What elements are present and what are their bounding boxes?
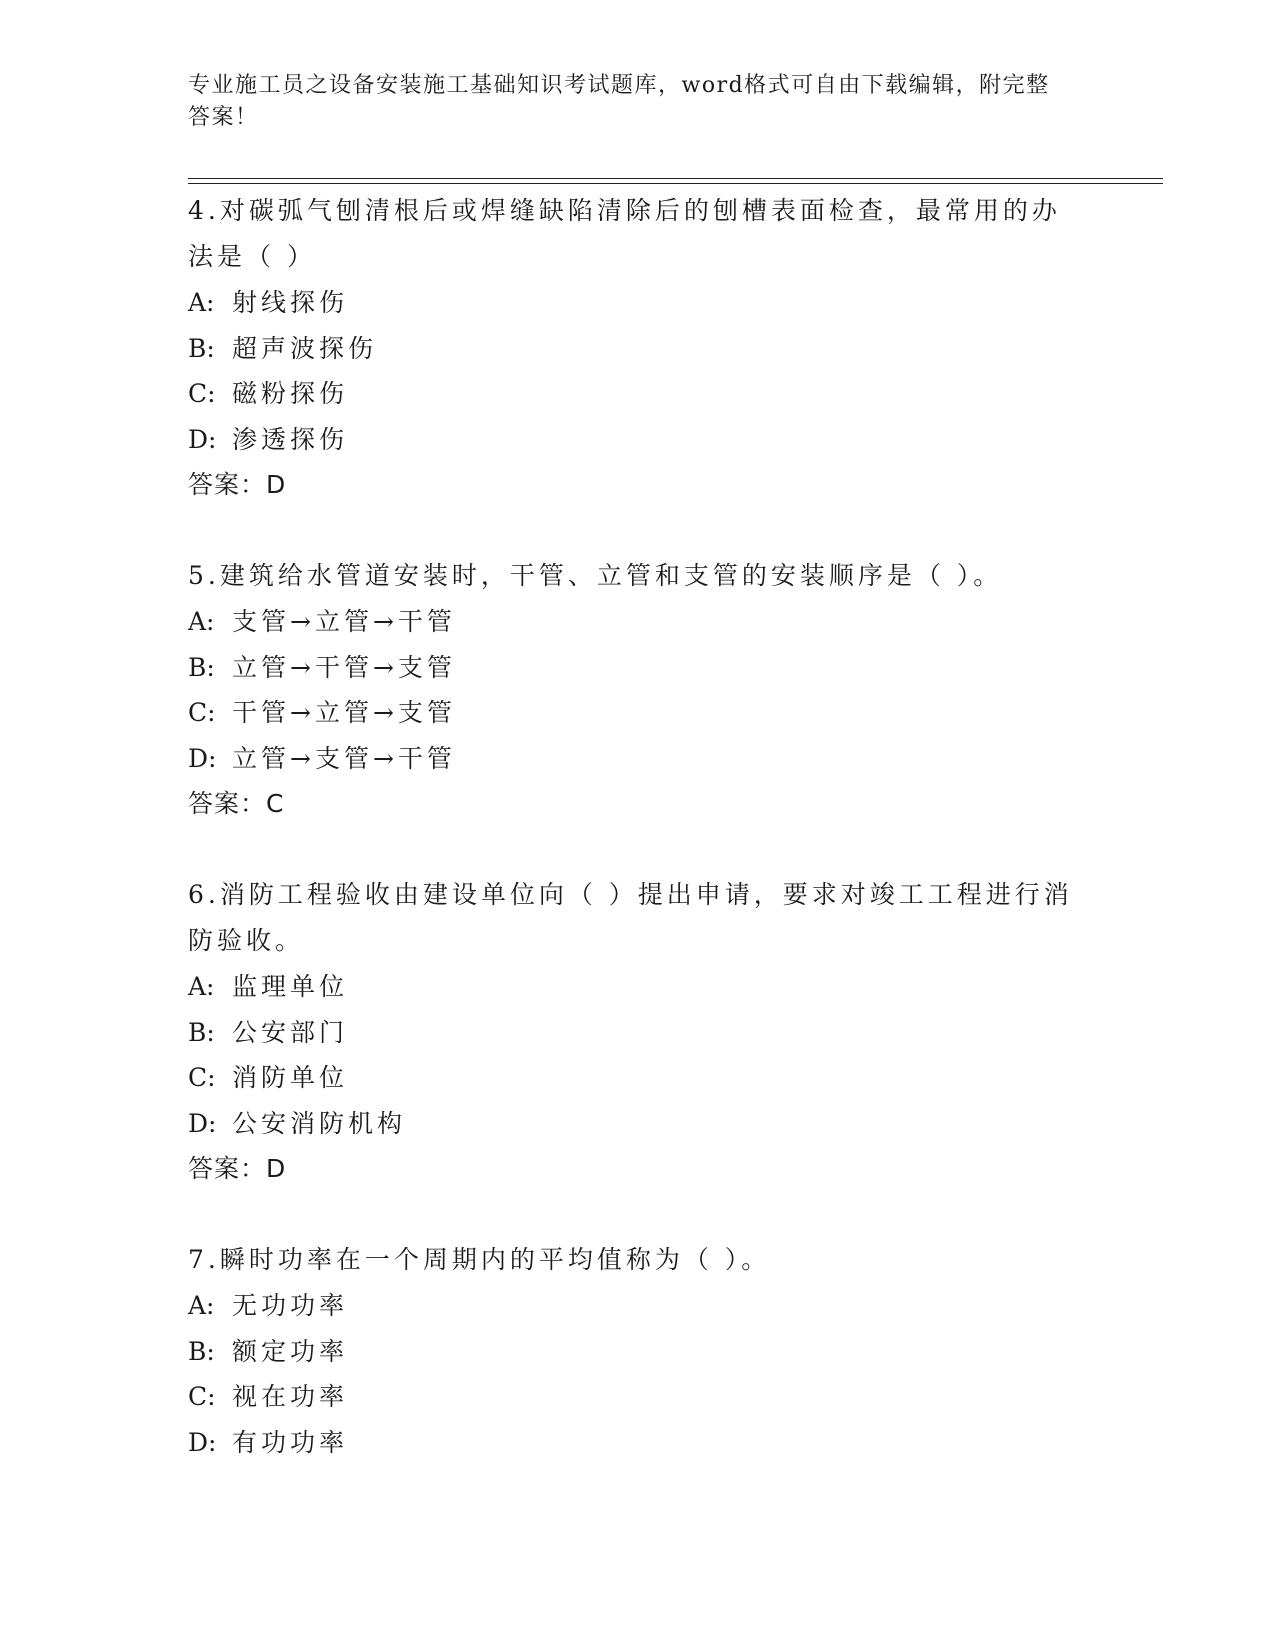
option-text: 无功功率 [232,1291,349,1320]
option-key: D: [188,1427,217,1457]
option-c [188,690,1088,736]
question-text: 7.瞬时功率在一个周期内的平均值称为（ ）。 [188,1245,771,1274]
option-text: 超声波探伤 [232,333,378,363]
option-c [188,1374,1088,1420]
option-d [188,736,1088,782]
option-key: B: [188,333,215,363]
option-key: C: [188,379,216,408]
option-b [188,645,1088,691]
option-c [188,1055,1088,1101]
option-key: D: [188,424,217,454]
option-text: 磁粉探伤 [232,379,349,408]
option-b [188,1010,1088,1056]
option-text: 额定功率 [232,1336,349,1366]
document-header: 专业施工员之设备安装施工基础知识考试题库，word格式可自由下载编辑，附完整答案！ [188,73,1050,130]
option-d [188,417,1088,463]
option-a [188,280,1088,326]
question-list [188,188,1088,1465]
option-key: C: [188,1063,216,1092]
option-b [188,1329,1088,1375]
option-text: 公安部门 [232,1017,349,1047]
question-7 [188,1237,1088,1465]
option-d [188,1420,1088,1466]
option-b [188,326,1088,372]
option-text: 渗透探伤 [232,424,349,454]
option-text: 射线探伤 [232,288,349,317]
option-key: C: [188,698,216,727]
option-key: B: [188,652,215,682]
option-key: B: [188,1017,215,1047]
option-key: A: [188,288,215,317]
option-key: B: [188,1336,215,1366]
question-text: 5.建筑给水管道安装时，干管、立管和支管的安装顺序是（ ）。 [188,561,1003,590]
answer-line: 答案：C [188,789,285,818]
option-a [188,964,1088,1010]
option-c [188,371,1088,417]
option-key: D: [188,743,217,773]
answer-line: 答案：D [188,470,287,499]
question-6 [188,872,1088,1192]
question-4 [188,188,1088,508]
header-divider [188,178,1163,179]
document-page [188,0,1163,1650]
option-a [188,599,1088,645]
option-text: 立管→支管→干管 [232,743,456,773]
option-text: 有功功率 [232,1427,349,1457]
header-divider-secondary [188,183,1163,184]
option-text: 公安消防机构 [232,1108,407,1138]
option-key: D: [188,1108,217,1138]
question-5 [188,553,1088,827]
option-key: A: [188,972,215,1001]
question-text: 4.对碳弧气刨清根后或焊缝缺陷清除后的刨槽表面检查，最常用的办法是（ ） [188,196,1061,271]
option-text: 监理单位 [232,972,349,1001]
question-text: 6.消防工程验收由建设单位向（ ）提出申请，要求对竣工工程进行消防验收。 [188,880,1073,955]
option-d [188,1101,1088,1147]
option-key: A: [188,1291,215,1320]
option-text: 支管→立管→干管 [232,607,456,636]
option-key: C: [188,1382,216,1411]
option-text: 立管→干管→支管 [232,652,456,682]
option-text: 干管→立管→支管 [232,698,456,727]
option-text: 视在功率 [232,1382,349,1411]
option-a [188,1283,1088,1329]
option-key: A: [188,607,215,636]
option-text: 消防单位 [232,1063,349,1092]
answer-line: 答案：D [188,1154,287,1183]
